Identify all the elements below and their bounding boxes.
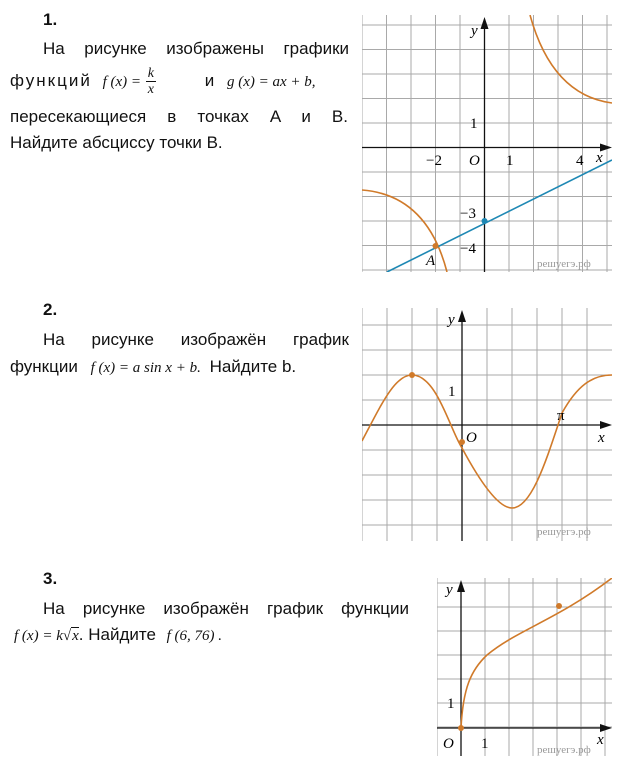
y-axis-arrow (481, 17, 489, 29)
tick-x4: 4 (576, 153, 584, 169)
problem-3-f-lhs: f (x) = k (14, 628, 63, 644)
tick-pi: π (557, 408, 565, 424)
problem-2-number: 2. (43, 300, 58, 319)
y-label: y (446, 582, 453, 598)
y-label: y (448, 312, 455, 328)
point-a-label: A (426, 253, 436, 269)
problem-1-fraction: $\frac{k}{x}$ (147, 66, 154, 97)
y-label: y (471, 23, 478, 39)
tick-minus2: −2 (426, 153, 442, 169)
y-intercept-point (459, 439, 465, 445)
origin-label: O (469, 153, 480, 169)
sqrt-curve (461, 578, 612, 728)
max-point (409, 372, 415, 378)
problem-3-f-eval: f (6, 76) . (166, 628, 223, 644)
problem-3-line1: На рисунке изображён график функции (43, 599, 409, 618)
problem-3-f-rad: x (72, 628, 79, 644)
problem-3-find: . Найдите (78, 625, 156, 644)
line-g (387, 160, 612, 272)
tick-x1: 1 (481, 736, 489, 752)
origin-label: O (466, 430, 477, 446)
watermark: решуегэ.рф (537, 526, 591, 538)
problem-1-line4: Найдите абсциссу точки B. (10, 133, 223, 152)
problem-1-graph (362, 15, 612, 272)
origin-label: O (443, 736, 454, 752)
x-axis-arrow (600, 421, 612, 429)
y-axis-arrow (458, 310, 466, 322)
problem-1-line2 (10, 66, 355, 97)
x-label: x (596, 150, 603, 166)
problem-1-line1: На рисунке изображены графики (43, 39, 349, 58)
tick-minus3: −3 (460, 206, 476, 222)
watermark: решуегэ.рф (537, 744, 591, 756)
problem-2-function-word: функции (10, 357, 78, 376)
problem-2-find: Найдите b. (209, 357, 297, 376)
x-label: x (597, 732, 604, 748)
problem-1-g-expr: g (x) = ax + b, (226, 73, 316, 90)
problem-2-line1: На рисунке изображён график (43, 330, 349, 349)
point-intercept (482, 218, 488, 224)
problem-1-functions-word: функций (10, 70, 92, 90)
problem-2-line2 (10, 354, 296, 381)
hyperbola-right-branch (530, 15, 612, 103)
watermark: решуегэ.рф (537, 258, 591, 270)
point-a (433, 243, 439, 249)
x-axis-arrow (600, 724, 612, 732)
tick-y1: 1 (448, 384, 456, 400)
tick-minus4: −4 (460, 241, 476, 257)
problem-1-f-expr: f (x) = (102, 73, 142, 90)
problem-2-f-expr: f (x) = a sin x + b. (90, 360, 201, 376)
problem-3-graph (437, 578, 612, 756)
marked-point (556, 603, 562, 609)
tick-x1: 1 (506, 153, 514, 169)
x-label: x (598, 430, 605, 446)
problem-3-line2: f (x) = k√x. Найдите f (6, 76) . (14, 625, 223, 644)
problem-2-graph (362, 308, 612, 541)
problem-1-and: и (204, 70, 215, 90)
tick-y1: 1 (470, 116, 478, 132)
y-axis-arrow (457, 580, 465, 592)
origin-point (458, 725, 464, 731)
problem-1-number: 1. (43, 10, 58, 29)
tick-y1: 1 (447, 696, 455, 712)
problem-3-number: 3. (43, 569, 58, 588)
problem-1-line3: пересекающиеся в точках A и B. (10, 107, 348, 126)
